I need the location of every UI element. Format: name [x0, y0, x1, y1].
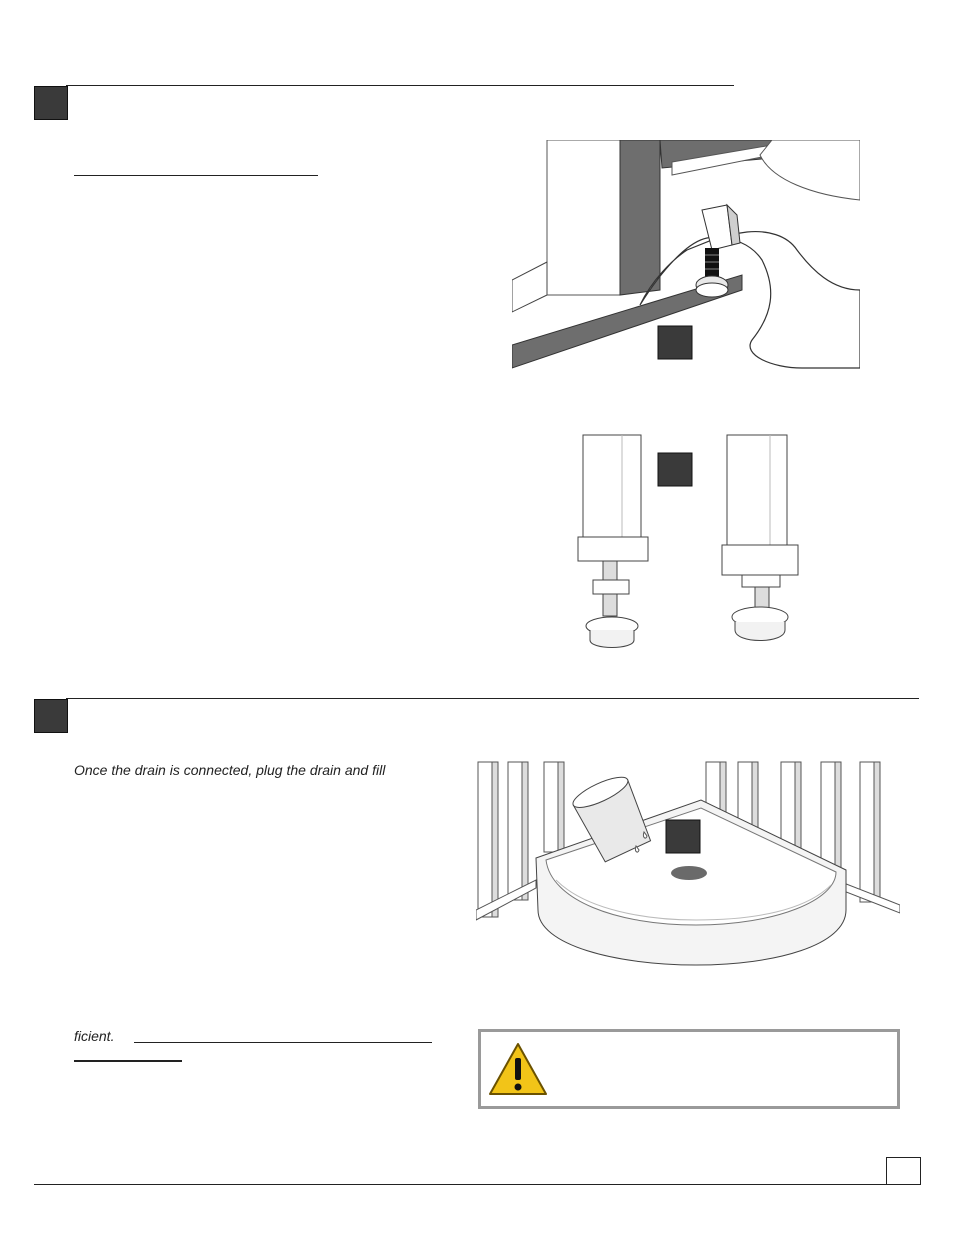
page-number-box [886, 1157, 921, 1185]
subheading-underline [74, 175, 318, 176]
shower-base-test-figure [476, 760, 900, 970]
step-1-box [34, 86, 68, 120]
warning-triangle-icon [487, 1040, 549, 1098]
step-2-box [34, 699, 68, 733]
leveling-foot-adjust-figure [512, 140, 860, 370]
leveling-legs-figure [570, 430, 800, 655]
text-underline-2 [74, 1060, 182, 1062]
instruction-text-continued: ficient. [74, 1028, 115, 1044]
text-underline-1 [134, 1042, 432, 1043]
section-2-header-rule [66, 698, 919, 699]
instruction-text: Once the drain is connected, plug the drain and fill [74, 762, 386, 778]
footer-rule [34, 1184, 920, 1185]
section-1-header-rule [66, 85, 734, 86]
warning-box [478, 1029, 900, 1109]
